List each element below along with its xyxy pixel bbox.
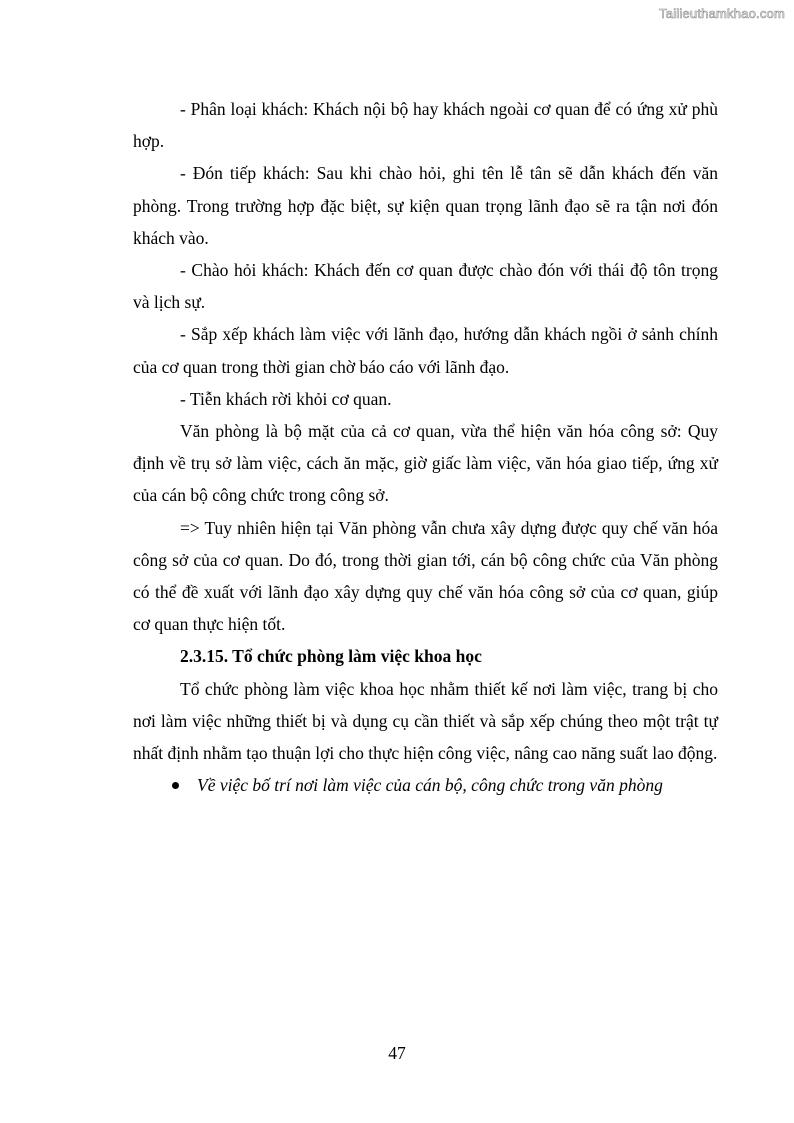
watermark: Tailieuthamkhao.com xyxy=(659,6,785,21)
paragraph-office-culture: Văn phòng là bộ mặt của cả cơ quan, vừa thể hiện văn hóa công sở: Quy định về trụ sở làm việc, cách ăn mặc, giờ giấc làm việc, văn hóa giao tiếp, ứng xử của cán bộ công chức trong công sở. xyxy=(133,421,718,506)
paragraph-guest-arrangement: - Sắp xếp khách làm việc với lãnh đạo, hướng dẫn khách ngồi ở sảnh chính của cơ quan trong thời gian chờ báo cáo với lãnh đạo. xyxy=(133,324,718,377)
page-number: 47 xyxy=(388,1043,406,1063)
section-heading: 2.3.15. Tổ chức phòng làm việc khoa học xyxy=(180,646,482,667)
paragraph-guest-farewell: - Tiễn khách rời khỏi cơ quan. xyxy=(180,388,392,409)
bullet-dot-icon xyxy=(172,782,179,789)
paragraph-guest-greeting: - Chào hỏi khách: Khách đến cơ quan được chào đón với thái độ tôn trọng và lịch sự. xyxy=(133,260,718,313)
paragraph-guest-classification: - Phân loại khách: Khách nội bộ hay khách ngoài cơ quan để có ứng xử phù hợp. xyxy=(133,99,718,152)
paragraph-guest-reception: - Đón tiếp khách: Sau khi chào hỏi, ghi tên lễ tân sẽ dẫn khách đến văn phòng. Trong trường hợp đặc biệt, sự kiện quan trọng lãnh đạo sẽ ra tận nơi đón khách vào. xyxy=(133,163,718,248)
bullet-item xyxy=(133,769,718,801)
page-body xyxy=(133,93,718,801)
paragraph-conclusion: => Tuy nhiên hiện tại Văn phòng vẫn chưa xây dựng được quy chế văn hóa công sở của cơ quan. Do đó, trong thời gian tới, cán bộ công chức của Văn phòng có thể đề xuất với lãnh đạo xây dựng quy chế văn hóa công sở của cơ quan, giúp cơ quan thực hiện tốt. xyxy=(133,517,718,635)
section-paragraph: Tổ chức phòng làm việc khoa học nhằm thiết kế nơi làm việc, trang bị cho nơi làm việc những thiết bị và dụng cụ cần thiết và sắp xếp chúng theo một trật tự nhất định nhằm tạo thuận lợi cho thực hiện công việc, nâng cao năng suất lao động. xyxy=(133,678,718,764)
bullet-text: Về việc bố trí nơi làm việc của cán bộ, công chức trong văn phòng xyxy=(197,775,663,796)
